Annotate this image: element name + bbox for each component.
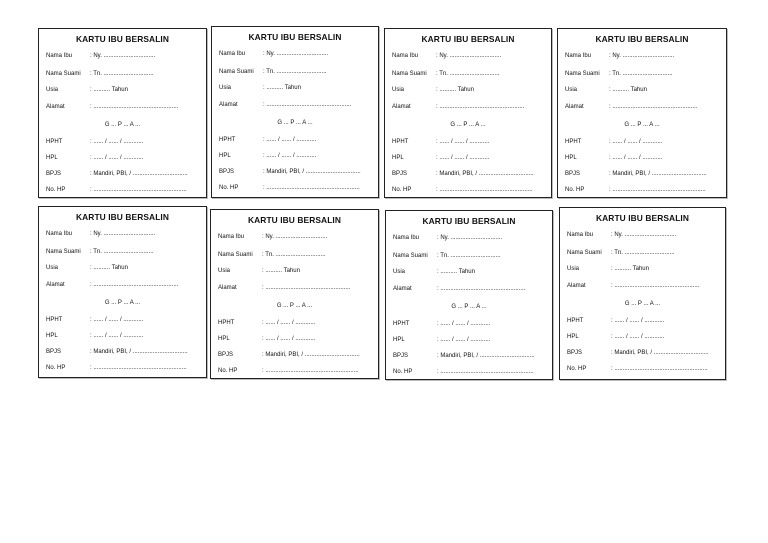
alamat-row xyxy=(46,282,200,288)
no-hp-row xyxy=(565,187,720,193)
usia-value: : .......... Tahun xyxy=(262,268,300,274)
usia-label: Usia xyxy=(219,85,232,91)
no-hp-value: : ........................................................ xyxy=(262,368,359,374)
bpjs-row xyxy=(392,171,545,177)
hpl-row xyxy=(565,155,720,161)
nama-ibu-row xyxy=(565,53,720,59)
nama-ibu-value: : Ny. ............................... xyxy=(437,235,503,241)
no-hp-label: No. HP xyxy=(565,187,585,193)
nama-suami-label: Nama Suami xyxy=(565,71,600,77)
hpht-row xyxy=(46,139,200,145)
nama-suami-label: Nama Suami xyxy=(218,252,253,258)
hpl-value: : ...... / ...... / ............ xyxy=(436,155,490,161)
hpl-label: HPL xyxy=(565,155,577,161)
usia-label: Usia xyxy=(46,265,59,271)
no-hp-value: : ........................................................ xyxy=(90,365,187,371)
nama-suami-value: : Tn. .............................. xyxy=(436,71,500,77)
nama-ibu-value: : Ny. ............................... xyxy=(262,234,328,240)
bpjs-label: BPJS xyxy=(567,350,583,356)
card-title: KARTU IBU BERSALIN xyxy=(422,216,516,226)
alamat-row xyxy=(218,285,372,291)
usia-label: Usia xyxy=(218,268,231,274)
card-title: KARTU IBU BERSALIN xyxy=(595,34,689,44)
hpl-value: : ...... / ...... / ............ xyxy=(609,155,663,161)
hpl-row xyxy=(567,334,719,340)
no-hp-label: No. HP xyxy=(567,366,587,372)
bpjs-value: : Mandiri, PBI, / ................................. xyxy=(262,352,360,358)
hpl-label: HPL xyxy=(46,155,58,161)
bpjs-row xyxy=(565,171,720,177)
usia-value: : .......... Tahun xyxy=(90,87,128,93)
alamat-row xyxy=(565,104,720,110)
alamat-value: : ................................................... xyxy=(609,104,698,110)
hpl-value: : ...... / ...... / ............ xyxy=(437,337,491,343)
kartu-ibu-bersalin-card xyxy=(211,26,379,198)
nama-suami-value: : Tn. .............................. xyxy=(90,71,154,77)
usia-label: Usia xyxy=(565,87,578,93)
nama-suami-row xyxy=(565,71,720,77)
alamat-row xyxy=(567,283,719,289)
alamat-value: : ................................................... xyxy=(90,282,179,288)
kartu-ibu-bersalin-card xyxy=(557,28,727,198)
no-hp-value: : ........................................................ xyxy=(611,366,708,372)
usia-label: Usia xyxy=(392,87,405,93)
usia-value: : .......... Tahun xyxy=(436,87,474,93)
bpjs-label: BPJS xyxy=(46,171,62,177)
bpjs-value: : Mandiri, PBI, / ................................. xyxy=(90,349,188,355)
gpa-field: G ... P ... A ... xyxy=(276,303,313,309)
usia-row xyxy=(567,266,719,272)
no-hp-row xyxy=(218,368,372,374)
alamat-label: Alamat xyxy=(392,104,411,110)
no-hp-value: : ........................................................ xyxy=(609,187,706,193)
nama-ibu-value: : Ny. ............................... xyxy=(90,231,156,237)
hpl-row xyxy=(219,153,372,159)
card-title: KARTU IBU BERSALIN xyxy=(421,34,515,44)
nama-suami-label: Nama Suami xyxy=(219,69,254,75)
nama-suami-row xyxy=(46,71,200,77)
usia-row xyxy=(219,85,372,91)
hpl-label: HPL xyxy=(219,153,231,159)
hpl-label: HPL xyxy=(46,333,58,339)
nama-ibu-label: Nama Ibu xyxy=(46,53,73,59)
no-hp-row xyxy=(393,369,546,375)
no-hp-value: : ........................................................ xyxy=(263,185,360,191)
no-hp-label: No. HP xyxy=(218,368,238,374)
hpht-value: : ...... / ...... / ............ xyxy=(611,318,665,324)
hpht-label: HPHT xyxy=(565,139,582,145)
gpa-field: G ... P ... A ... xyxy=(277,120,313,126)
nama-ibu-row xyxy=(392,53,545,59)
kartu-ibu-bersalin-card xyxy=(385,210,553,380)
nama-suami-row xyxy=(219,69,372,75)
gpa-field: G ... P ... A ... xyxy=(450,122,486,128)
bpjs-label: BPJS xyxy=(219,169,235,175)
alamat-row xyxy=(219,102,372,108)
nama-ibu-label: Nama Ibu xyxy=(565,53,592,59)
hpht-value: : ...... / ...... / ............ xyxy=(263,137,317,143)
no-hp-value: : ........................................................ xyxy=(90,187,187,193)
nama-suami-row xyxy=(393,253,546,259)
usia-value: : .......... Tahun xyxy=(263,85,301,91)
hpht-row xyxy=(393,321,546,327)
bpjs-label: BPJS xyxy=(393,353,409,359)
hpht-label: HPHT xyxy=(392,139,409,145)
alamat-row xyxy=(392,104,545,110)
nama-ibu-row xyxy=(218,234,372,240)
hpl-label: HPL xyxy=(567,334,579,340)
hpht-row xyxy=(218,320,372,326)
card-title: KARTU IBU BERSALIN xyxy=(76,34,169,44)
hpl-label: HPL xyxy=(392,155,404,161)
bpjs-label: BPJS xyxy=(565,171,581,177)
alamat-value: : ................................................... xyxy=(262,285,351,291)
alamat-value: : ................................................... xyxy=(611,283,700,289)
no-hp-row xyxy=(46,365,200,371)
bpjs-value: : Mandiri, PBI, / ................................. xyxy=(437,353,535,359)
usia-label: Usia xyxy=(567,266,580,272)
nama-suami-value: : Tn. .............................. xyxy=(90,249,154,255)
nama-suami-row xyxy=(392,71,545,77)
hpht-value: : ...... / ...... / ............ xyxy=(262,320,316,326)
nama-suami-value: : Tn. .............................. xyxy=(437,253,501,259)
card-title: KARTU IBU BERSALIN xyxy=(76,212,169,222)
alamat-value: : ................................................... xyxy=(437,286,526,292)
bpjs-row xyxy=(46,171,200,177)
alamat-row xyxy=(393,286,546,292)
nama-suami-label: Nama Suami xyxy=(392,71,427,77)
card-title: KARTU IBU BERSALIN xyxy=(596,213,689,223)
hpht-row xyxy=(219,137,372,143)
usia-row xyxy=(392,87,545,93)
no-hp-row xyxy=(219,185,372,191)
hpl-label: HPL xyxy=(218,336,230,342)
no-hp-label: No. HP xyxy=(393,369,413,375)
usia-row xyxy=(218,268,372,274)
kartu-ibu-bersalin-card xyxy=(38,28,207,198)
nama-ibu-value: : Ny. ............................... xyxy=(90,53,156,59)
kartu-ibu-bersalin-card xyxy=(210,209,379,379)
gpa-field: G ... P ... A ... xyxy=(104,122,141,128)
nama-ibu-label: Nama Ibu xyxy=(46,231,73,237)
nama-ibu-value: : Ny. ............................... xyxy=(609,53,675,59)
hpht-value: : ...... / ...... / ............ xyxy=(436,139,490,145)
gpa-field: G ... P ... A ... xyxy=(624,301,661,307)
nama-ibu-label: Nama Ibu xyxy=(218,234,245,240)
nama-ibu-value: : Ny. ............................... xyxy=(611,232,677,238)
no-hp-label: No. HP xyxy=(46,187,66,193)
nama-ibu-row xyxy=(393,235,546,241)
hpht-label: HPHT xyxy=(393,321,410,327)
kartu-ibu-bersalin-card xyxy=(38,206,207,378)
bpjs-row xyxy=(46,349,200,355)
hpl-value: : ...... / ...... / ............ xyxy=(90,333,144,339)
usia-value: : .......... Tahun xyxy=(609,87,647,93)
hpl-value: : ...... / ...... / ............ xyxy=(263,153,317,159)
hpht-value: : ...... / ...... / ............ xyxy=(609,139,663,145)
nama-suami-value: : Tn. .............................. xyxy=(609,71,673,77)
hpht-value: : ...... / ...... / ............ xyxy=(437,321,491,327)
hpl-row xyxy=(46,333,200,339)
hpht-label: HPHT xyxy=(218,320,235,326)
nama-ibu-row xyxy=(567,232,719,238)
nama-suami-value: : Tn. .............................. xyxy=(262,252,326,258)
alamat-value: : ................................................... xyxy=(263,102,352,108)
nama-suami-value: : Tn. .............................. xyxy=(263,69,327,75)
bpjs-value: : Mandiri, PBI, / ................................. xyxy=(263,169,361,175)
hpht-row xyxy=(565,139,720,145)
hpht-value: : ...... / ...... / ............ xyxy=(90,317,144,323)
bpjs-value: : Mandiri, PBI, / ................................. xyxy=(609,171,707,177)
usia-row xyxy=(565,87,720,93)
alamat-label: Alamat xyxy=(565,104,584,110)
bpjs-label: BPJS xyxy=(218,352,234,358)
bpjs-label: BPJS xyxy=(392,171,408,177)
usia-row xyxy=(393,269,546,275)
usia-row xyxy=(46,265,200,271)
nama-suami-label: Nama Suami xyxy=(46,249,81,255)
bpjs-row xyxy=(393,353,546,359)
gpa-field: G ... P ... A ... xyxy=(104,300,141,306)
hpl-value: : ...... / ...... / ............ xyxy=(90,155,144,161)
nama-ibu-value: : Ny. ............................... xyxy=(263,51,329,57)
hpl-row xyxy=(218,336,372,342)
usia-value: : .......... Tahun xyxy=(611,266,649,272)
no-hp-value: : ........................................................ xyxy=(437,369,534,375)
no-hp-label: No. HP xyxy=(392,187,412,193)
alamat-label: Alamat xyxy=(393,286,412,292)
alamat-value: : ................................................... xyxy=(90,104,179,110)
nama-ibu-label: Nama Ibu xyxy=(567,232,594,238)
kartu-ibu-bersalin-card xyxy=(559,207,726,380)
no-hp-row xyxy=(392,187,545,193)
nama-ibu-row xyxy=(219,51,372,57)
usia-label: Usia xyxy=(46,87,59,93)
hpht-row xyxy=(46,317,200,323)
gpa-field: G ... P ... A ... xyxy=(624,122,660,128)
no-hp-row xyxy=(46,187,200,193)
bpjs-value: : Mandiri, PBI, / ................................. xyxy=(90,171,188,177)
alamat-label: Alamat xyxy=(218,285,237,291)
nama-ibu-label: Nama Ibu xyxy=(219,51,246,57)
no-hp-label: No. HP xyxy=(46,365,66,371)
bpjs-row xyxy=(218,352,372,358)
nama-suami-label: Nama Suami xyxy=(567,250,602,256)
hpl-value: : ...... / ...... / ............ xyxy=(262,336,316,342)
no-hp-row xyxy=(567,366,719,372)
no-hp-value: : ........................................................ xyxy=(436,187,533,193)
nama-suami-label: Nama Suami xyxy=(393,253,428,259)
hpl-label: HPL xyxy=(393,337,405,343)
nama-suami-row xyxy=(218,252,372,258)
kartu-ibu-bersalin-card xyxy=(384,28,552,198)
alamat-label: Alamat xyxy=(567,283,586,289)
nama-suami-label: Nama Suami xyxy=(46,71,81,77)
hpl-value: : ...... / ...... / ............ xyxy=(611,334,665,340)
card-title: KARTU IBU BERSALIN xyxy=(248,215,341,225)
hpl-row xyxy=(46,155,200,161)
hpht-value: : ...... / ...... / ............ xyxy=(90,139,144,145)
usia-row xyxy=(46,87,200,93)
nama-ibu-label: Nama Ibu xyxy=(392,53,419,59)
hpl-row xyxy=(393,337,546,343)
nama-suami-row xyxy=(567,250,719,256)
bpjs-value: : Mandiri, PBI, / ................................. xyxy=(611,350,709,356)
bpjs-value: : Mandiri, PBI, / ................................. xyxy=(436,171,534,177)
hpl-row xyxy=(392,155,545,161)
hpht-label: HPHT xyxy=(567,318,584,324)
alamat-label: Alamat xyxy=(46,104,65,110)
hpht-label: HPHT xyxy=(219,137,236,143)
alamat-label: Alamat xyxy=(219,102,238,108)
hpht-label: HPHT xyxy=(46,317,63,323)
alamat-label: Alamat xyxy=(46,282,65,288)
card-title: KARTU IBU BERSALIN xyxy=(248,32,342,42)
hpht-row xyxy=(392,139,545,145)
bpjs-row xyxy=(219,169,372,175)
nama-ibu-value: : Ny. ............................... xyxy=(436,53,502,59)
nama-suami-value: : Tn. .............................. xyxy=(611,250,675,256)
nama-ibu-row xyxy=(46,53,200,59)
bpjs-label: BPJS xyxy=(46,349,62,355)
alamat-row xyxy=(46,104,200,110)
hpht-label: HPHT xyxy=(46,139,63,145)
nama-ibu-row xyxy=(46,231,200,237)
alamat-value: : ................................................... xyxy=(436,104,525,110)
usia-label: Usia xyxy=(393,269,406,275)
nama-suami-row xyxy=(46,249,200,255)
no-hp-label: No. HP xyxy=(219,185,239,191)
usia-value: : .......... Tahun xyxy=(437,269,475,275)
gpa-field: G ... P ... A ... xyxy=(451,304,487,310)
nama-ibu-label: Nama Ibu xyxy=(393,235,420,241)
usia-value: : .......... Tahun xyxy=(90,265,128,271)
bpjs-row xyxy=(567,350,719,356)
hpht-row xyxy=(567,318,719,324)
